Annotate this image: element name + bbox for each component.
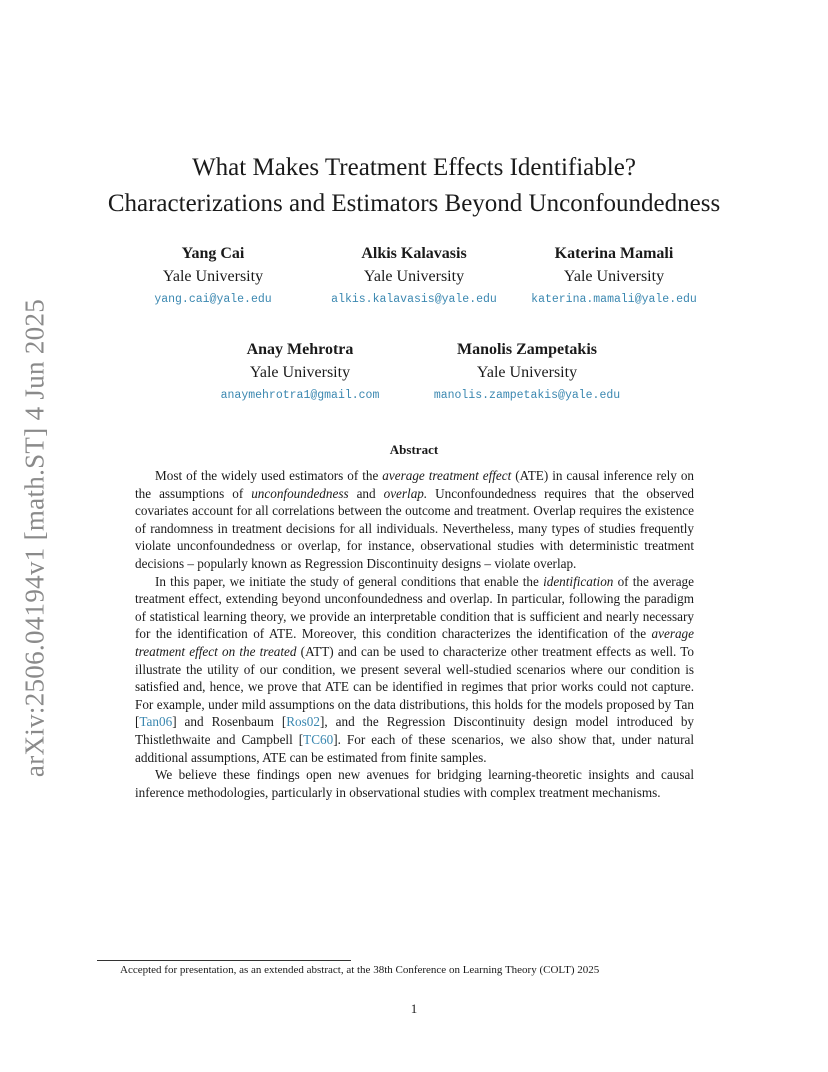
author-block xyxy=(504,243,724,311)
abstract-paragraph: We believe these findings open new avenues for bridging learning-theoretic insights and causal inference methodologies, particularly in observational studies with complex treatment mechanisms. xyxy=(135,767,694,800)
author-affiliation: Yale University xyxy=(563,268,665,285)
text-run: ]. For each of these scenarios, we also show that, under natural additional assumptions, ATE can be estimated from finite samples. xyxy=(135,731,694,765)
author-email[interactable]: yang.cai@yale.edu xyxy=(154,293,272,306)
abstract-paragraph xyxy=(135,573,694,767)
author-name: Alkis Kalavasis xyxy=(361,245,467,262)
text-run: (ATE) in causal inference rely on the assumptions of xyxy=(135,468,695,501)
title-line-2: Characterizations and Estimators Beyond Unconfoundedness xyxy=(107,190,721,217)
title-line-1: What Makes Treatment Effects Identifiable? xyxy=(192,154,636,181)
author-email[interactable]: katerina.mamali@yale.edu xyxy=(531,293,697,306)
author-email[interactable]: manolis.zampetakis@yale.edu xyxy=(433,389,621,402)
text-run: (ATT) and can be used to characterize other treatment effects as well. To illustrate the utility of our condition, we present several well-studied scenarios where our condition is satisfied and, hence, we prove that ATE can be identified in regimes that prior works could not capture. For example, under mild assumptions on the data distributions, this holds for the models proposed by Tan [ xyxy=(135,643,694,730)
author-affiliation: Yale University xyxy=(476,364,578,381)
author-block xyxy=(190,339,410,407)
arxiv-identifier: arXiv:2506.04194v1 [math.ST] 4 Jun 2025 xyxy=(19,298,50,778)
text-run: In this paper, we initiate the study of general conditions that enable the xyxy=(155,573,544,589)
text-run: of the average treatment effect, extending beyond unconfoundedness and overlap. In particular, following the paradigm of statistical learning theory, we provide an interpretable condition that is sufficient and nearly necessary for the identification of ATE. Moreover, this condition characterizes the identification of the xyxy=(135,573,694,642)
footnote-divider xyxy=(97,960,351,961)
text-run: ] and Rosenbaum [ xyxy=(172,714,287,730)
author-block xyxy=(103,243,323,311)
citation-link[interactable]: Ros02 xyxy=(286,714,320,730)
author-affiliation: Yale University xyxy=(162,268,264,285)
emphasis: unconfoundedness xyxy=(251,485,349,501)
paper-title xyxy=(0,150,828,222)
text-run: Unconfoundedness requires that the observed covariates account for all correlations between the outcome and treatment. Overlap requires the existence of randomness in treatment decisions for all individuals. Nevertheless, many types of studies frequently violate unconfoundedness or overlap, for instance, observational studies with deterministic treatment decisions – popularly known as Regression Discontinuity designs – violate overlap. xyxy=(135,485,695,571)
page-number: 1 xyxy=(410,1001,418,1016)
text-run: and xyxy=(348,485,384,501)
text-run: Most of the widely used estimators of the xyxy=(155,468,383,483)
abstract-paragraph xyxy=(135,467,694,573)
author-affiliation: Yale University xyxy=(249,364,351,381)
text-run: ], and the Regression Discontinuity design model introduced by Thistlethwaite and Campbell [ xyxy=(135,714,695,747)
citation-link[interactable]: Tan06 xyxy=(139,714,173,730)
citation-link[interactable]: TC60 xyxy=(303,731,334,747)
author-email[interactable]: anaymehrotra1@gmail.com xyxy=(220,389,380,402)
author-name: Katerina Mamali xyxy=(554,245,674,262)
author-email[interactable]: alkis.kalavasis@yale.edu xyxy=(331,293,497,306)
author-affiliation: Yale University xyxy=(363,268,465,285)
author-name: Anay Mehrotra xyxy=(246,341,354,358)
emphasis: identification xyxy=(543,573,614,589)
abstract-body xyxy=(135,467,694,801)
emphasis: overlap. xyxy=(383,485,428,501)
author-name: Yang Cai xyxy=(181,245,245,262)
footnote: Accepted for presentation, as an extended abstract, at the 38th Conference on Learning Theory (COLT) 2025 xyxy=(120,964,600,976)
author-name: Manolis Zampetakis xyxy=(456,341,597,358)
author-block xyxy=(304,243,524,311)
author-block xyxy=(417,339,637,407)
emphasis: average treatment effect on the treated xyxy=(135,626,694,659)
emphasis: average treatment effect xyxy=(382,468,512,483)
abstract-heading: Abstract xyxy=(389,442,439,457)
